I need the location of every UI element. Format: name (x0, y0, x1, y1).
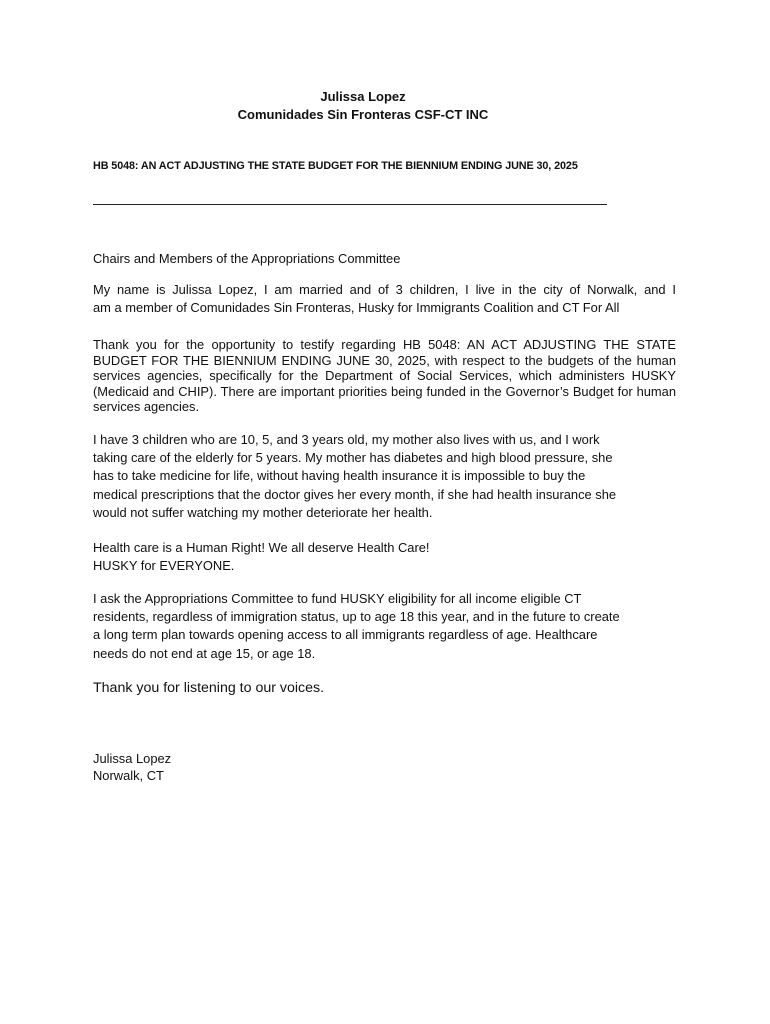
bill-title: HB 5048: AN ACT ADJUSTING THE STATE BUDGET FOR THE BIENNIUM ENDING JUNE 30, 2025 (93, 160, 578, 172)
rights-line: HUSKY for EVERYONE. (93, 557, 235, 573)
ask-line: a long term plan towards opening access to all immigrants regardless of age. Healthcare (93, 627, 598, 643)
story-line: would not suffer watching my mother deteriorate her health. (93, 504, 433, 520)
salutation: Chairs and Members of the Appropriations Committee (93, 251, 401, 266)
thanks-paragraph: Thank you for the opportunity to testify regarding HB 5048: AN ACT ADJUSTING THE STATE BUDGET FOR THE BIENNIUM ENDING JUNE 30, 2025, with respect to the budgets of the human services agencies, specifically for the Department of Social Services, which administers HUSKY (Medicaid and CHIP). There are important priorities being funded in the Governor’s Budget for human services agencies. (93, 337, 676, 415)
story-line: medical prescriptions that the doctor gives her every month, if she had health insurance she (93, 486, 617, 502)
organization-name: Comunidades Sin Fronteras CSF-CT INC (237, 107, 489, 122)
signature-location: Norwalk, CT (93, 768, 164, 783)
closing-line: Thank you for listening to our voices. (93, 680, 325, 696)
story-line: has to take medicine for life, without having health insurance it is impossible to buy the (93, 468, 586, 484)
intro-line: My name is Julissa Lopez, I am married and of 3 children, I live in the city of Norwalk, and I (93, 282, 676, 297)
author-name: Julissa Lopez (320, 89, 406, 104)
story-line: taking care of the elderly for 5 years. My mother has diabetes and high blood pressure, she (93, 450, 613, 466)
intro-line: am a member of Comunidades Sin Fronteras, Husky for Immigrants Coalition and CT For All (93, 299, 620, 315)
horizontal-rule (93, 204, 607, 205)
ask-line: I ask the Appropriations Committee to fund HUSKY eligibility for all income eligible CT (93, 591, 582, 606)
rights-line: Health care is a Human Right! We all deserve Health Care! (93, 540, 430, 555)
story-paragraph (93, 431, 676, 522)
rights-paragraph (93, 539, 676, 575)
story-line: I have 3 children who are 10, 5, and 3 years old, my mother also lives with us, and I work (93, 432, 600, 447)
ask-line: residents, regardless of immigration status, up to age 18 this year, and in the future to create (93, 609, 620, 625)
intro-paragraph (93, 281, 676, 317)
signature-name: Julissa Lopez (93, 751, 172, 766)
ask-paragraph (93, 590, 676, 663)
ask-line: needs do not end at age 15, or age 18. (93, 645, 316, 661)
